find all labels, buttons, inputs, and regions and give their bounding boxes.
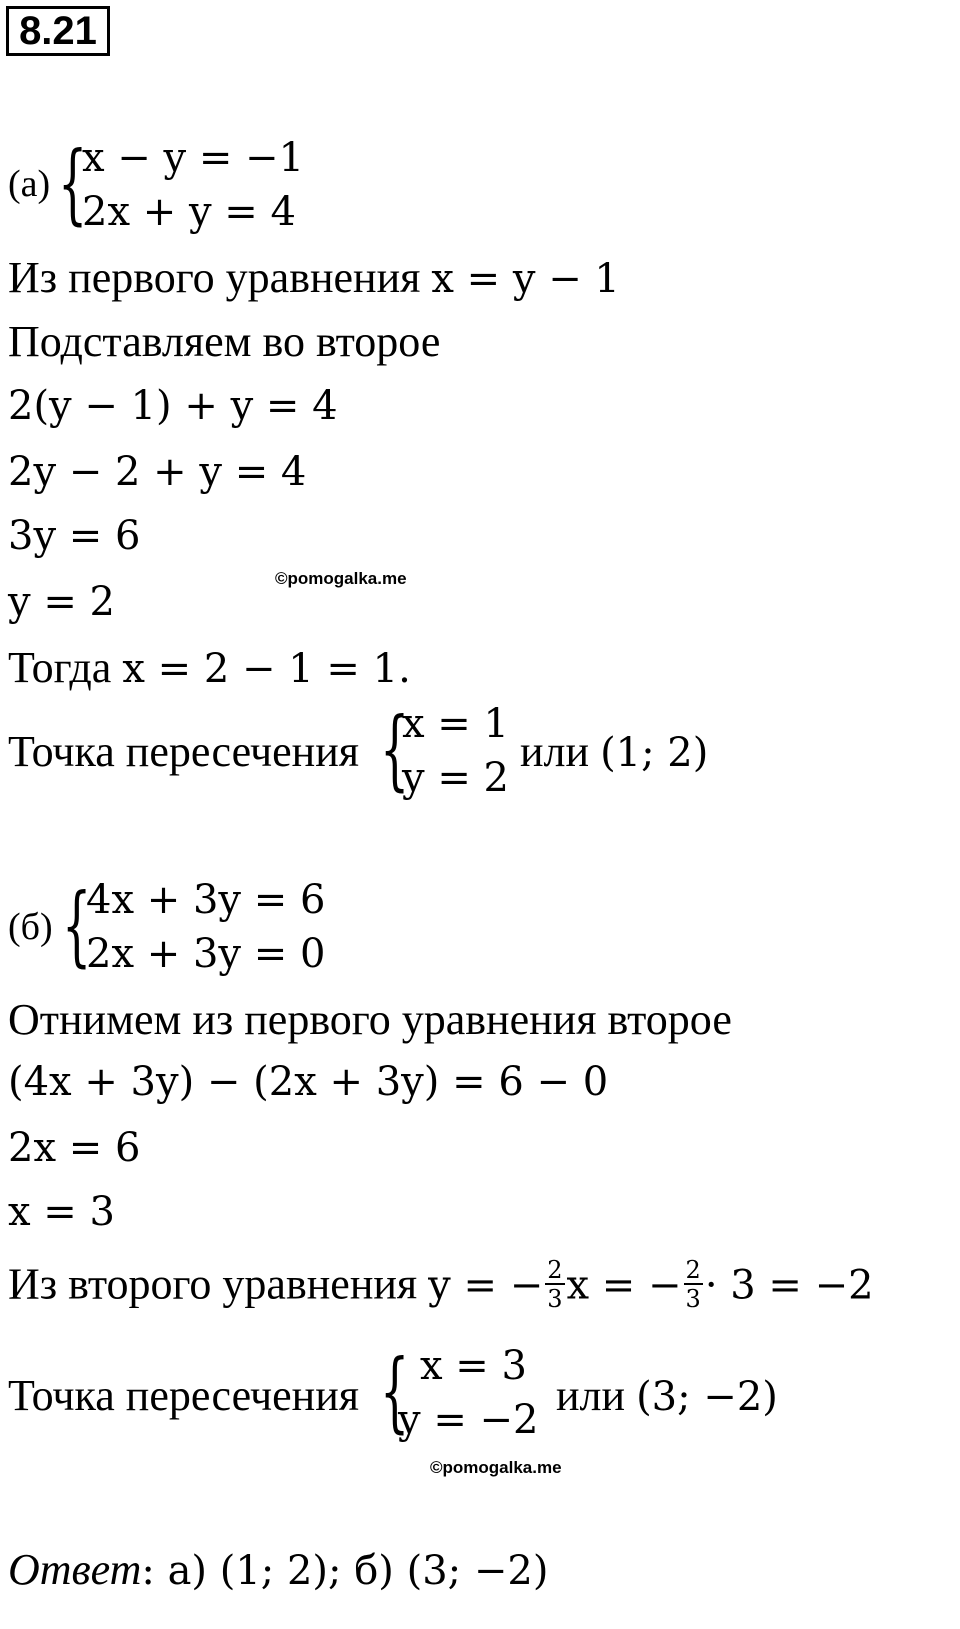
step-text: Из второго уравнения [8,1259,429,1309]
coords: (1; 2) [600,730,709,776]
coords: (3; −2) [636,1374,778,1420]
part-a-then [8,643,411,692]
system-row: x = 3 [420,1343,527,1389]
step-math: x = − [566,1262,682,1309]
part-a-label: (а) [8,163,51,205]
answer [8,1545,549,1594]
fraction [684,1258,703,1311]
part-b-step2 [8,1256,874,1315]
part-b-label: (б) [8,906,53,948]
part-b-step1: Отнимем из первого уравнения второе [8,995,732,1044]
step-math: x = y − 1 [431,256,620,302]
step-math: x = 2 − 1 = 1. [122,646,411,692]
part-a-step2: Подставляем во второе [8,317,441,366]
equation: 2(y − 1) + y = 4 [8,383,338,429]
fraction-numerator: 2 [685,1256,701,1284]
left-brace-icon: { [62,874,92,977]
fraction-numerator: 2 [547,1256,563,1284]
fraction [545,1258,564,1311]
left-brace-icon: { [58,132,88,235]
or-text: или [556,1371,637,1420]
equation: y = 2 [8,579,115,625]
answer-label: Ответ [8,1545,142,1594]
equation: x = 3 [8,1189,115,1235]
fraction-denominator: 3 [685,1285,701,1313]
part-b-point-label: Точка пересечения [8,1371,359,1420]
equation: 3y = 6 [8,513,141,559]
step-math: y = − [428,1262,544,1309]
step-math: · 3 = −2 [704,1262,874,1309]
left-brace-icon: { [380,698,410,801]
equation: (4x + 3y) − (2x + 3y) = 6 − 0 [8,1059,609,1105]
equation: 2x = 6 [8,1125,141,1171]
part-a-point-label: Точка пересечения [8,727,359,776]
part-a-step1 [8,253,620,302]
system-row: y = −2 [398,1397,539,1443]
answer-text: : а) (1; 2); б) (3; −2) [141,1548,549,1594]
part-b-point-coords [556,1371,778,1420]
part-a-point-coords [520,727,709,776]
watermark: ©pomogalka.me [275,569,407,588]
system-row: 4x + 3y = 6 [86,877,326,923]
fraction-denominator: 3 [547,1285,563,1313]
system-row: x = 1 [402,701,509,747]
problem-number: 8.21 [6,6,110,56]
or-text: или [520,727,601,776]
system-row: x − y = −1 [82,135,305,181]
equation: 2y − 2 + y = 4 [8,449,307,495]
system-row: y = 2 [402,755,509,801]
step-text: Тогда [8,643,123,692]
step-text: Из первого уравнения [8,253,432,302]
system-row: 2x + 3y = 0 [86,931,326,977]
system-row: 2x + y = 4 [82,189,296,235]
watermark: ©pomogalka.me [430,1458,562,1477]
left-brace-icon: { [380,1340,410,1443]
